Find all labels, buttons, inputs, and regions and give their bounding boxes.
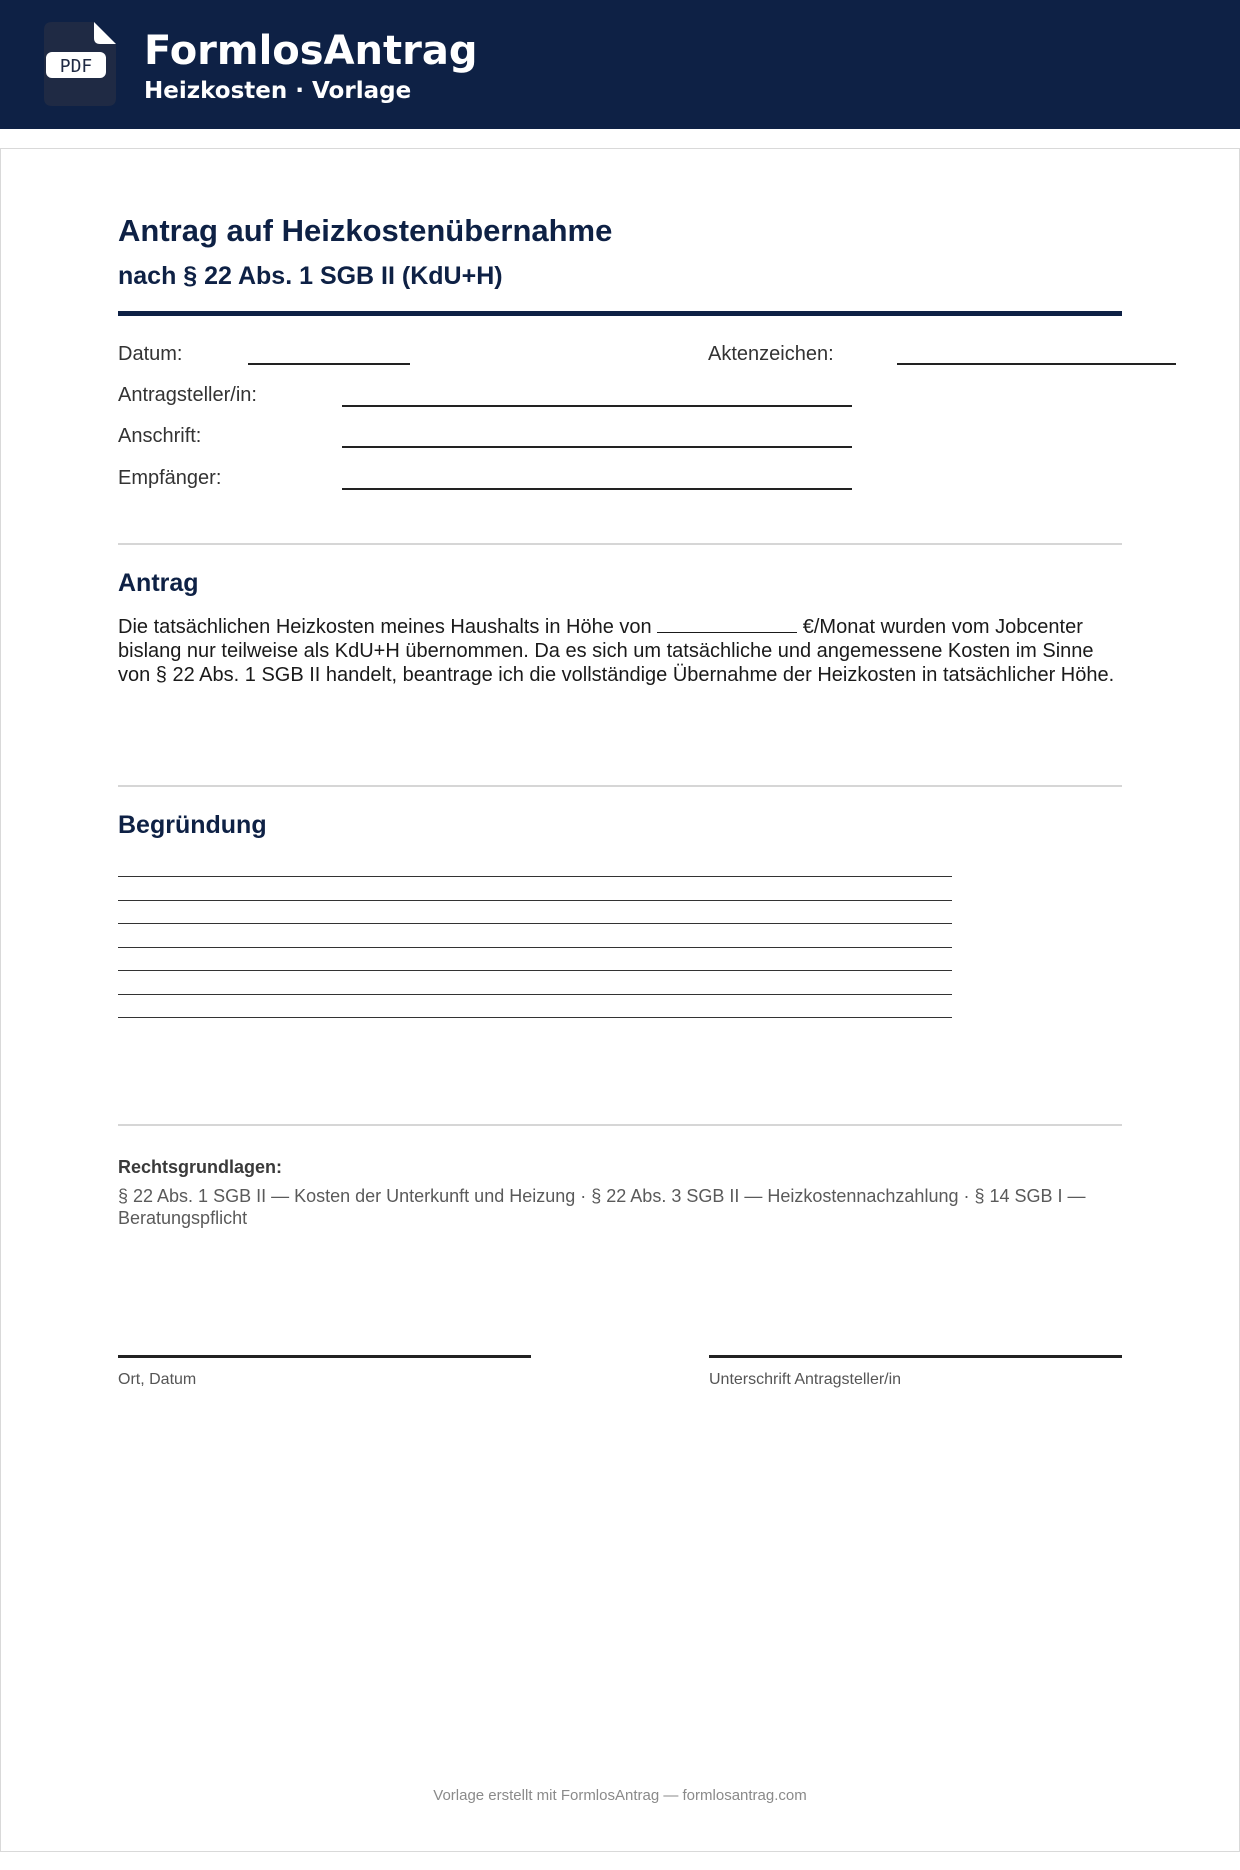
begruendung-line[interactable] (118, 1017, 952, 1018)
empfaenger-label: Empfänger: (118, 467, 222, 489)
begruendung-line[interactable] (118, 970, 952, 971)
place-date-label: Ort, Datum (118, 1371, 197, 1388)
begruendung-heading: Begründung (118, 811, 267, 839)
applicant-signature-line[interactable] (709, 1355, 1122, 1358)
empfaenger-field[interactable] (342, 488, 852, 490)
document-title: Antrag auf Heizkostenübernahme (118, 213, 613, 248)
begruendung-line[interactable] (118, 900, 952, 901)
datum-label: Datum: (118, 343, 183, 365)
anschrift-field[interactable] (342, 446, 852, 448)
begruendung-line[interactable] (118, 876, 952, 877)
brand-subtitle: Heizkosten · Vorlage (144, 78, 412, 104)
antrag-text-before: Die tatsächlichen Heizkosten meines Haushalts in Höhe von (118, 616, 652, 638)
begruendung-line[interactable] (118, 947, 952, 948)
antrag-text (118, 614, 1128, 687)
app-header (0, 0, 1240, 129)
section-divider (118, 1124, 1122, 1126)
footer-credit: Vorlage erstellt mit FormlosAntrag — formlosantrag.com (433, 1787, 807, 1804)
signature-label: Unterschrift Antragsteller/in (709, 1371, 902, 1388)
legal-heading: Rechtsgrundlagen: (118, 1157, 283, 1177)
pdf-file-icon (44, 22, 116, 106)
datum-field[interactable] (248, 363, 410, 365)
brand-title: FormlosAntrag (144, 28, 478, 74)
section-divider (118, 543, 1122, 545)
place-date-signature-line[interactable] (118, 1355, 531, 1358)
section-divider (118, 785, 1122, 787)
anschrift-label: Anschrift: (118, 425, 202, 447)
antragsteller-field[interactable] (342, 405, 852, 407)
document-subtitle: nach § 22 Abs. 1 SGB II (KdU+H) (118, 262, 503, 290)
aktenzeichen-field[interactable] (897, 363, 1176, 365)
antrag-heading: Antrag (118, 569, 199, 597)
antrag-text-after: €/Monat wurden vom Jobcenter bislang nur teilweise als KdU+H übernommen. Da es sich um tatsächliche und angemessene Kosten im Sinne von § 22 Abs. 1 SGB II handelt, beantrage ich die vollständige Übernahme der Heizkosten in tatsächlicher Höhe. (118, 616, 1115, 686)
amount-blank-field[interactable] (657, 614, 797, 633)
begruendung-line[interactable] (118, 923, 952, 924)
aktenzeichen-label: Aktenzeichen: (708, 343, 834, 365)
pdf-icon-label: PDF (59, 56, 93, 77)
antragsteller-label: Antragsteller/in: (118, 384, 257, 406)
begruendung-line[interactable] (118, 994, 952, 995)
title-divider (118, 311, 1122, 316)
legal-text: § 22 Abs. 1 SGB II — Kosten der Unterkunft und Heizung · § 22 Abs. 3 SGB II — Heizkostennachzahlung · § 14 SGB I — Beratungspflicht (118, 1186, 1086, 1228)
